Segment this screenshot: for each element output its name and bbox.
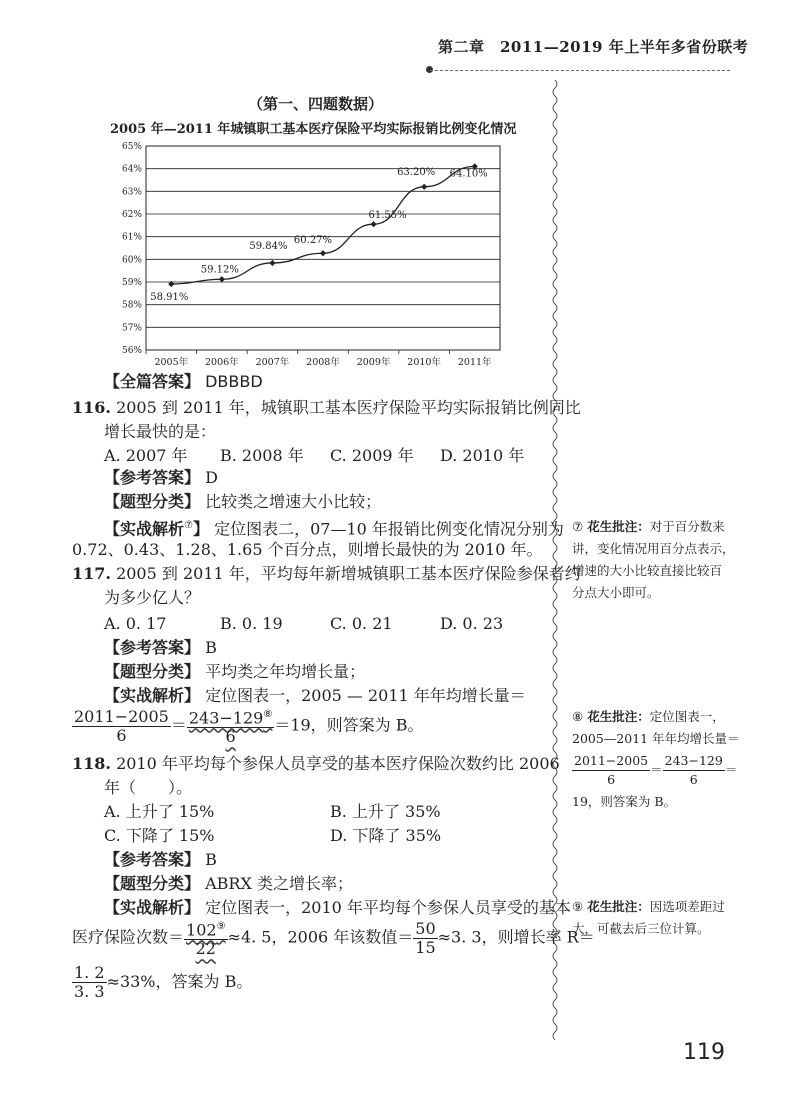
q116-stem-text1: 2005 到 2011 年，城镇职工基本医疗保险平均实际报销比例同比 [116,398,581,417]
q117-answer [104,636,217,660]
q118-answer [104,848,217,872]
full-answer-tag: 【全篇答案】 [104,372,201,391]
chart-point [219,276,225,282]
line-chart [110,140,510,375]
q118-analysis-line1 [104,896,571,920]
chart-data-label: 58.91% [150,292,189,304]
q116-option-c: C. 2009 年 [330,446,414,465]
q117-analysis-line1 [104,684,526,708]
q116-analysis-line2: 0.72、0.43、1.28、1.65 个百分点，则增长最快的为 2010 年。 [72,540,543,559]
note-ref-9: ⑨ [216,921,226,932]
q117-stem-line1 [72,562,581,586]
chart-point [370,221,376,227]
chart-y-tick-label: 59% [121,278,142,288]
chart-y-tick-label: 57% [121,323,142,334]
chart-y-tick-label: 61% [121,232,142,243]
chart-data-label: 59.84% [249,240,288,252]
q117-stem-line2: 为多少亿人？ [104,588,201,607]
q117-analysis-line2: $\frac{2011-2005}{6}$ ＝ $\frac{243-129^⑧}{6}$ ＝19，则答案为 B。 [74,706,424,747]
q118-analysis-line3: $\frac{1. 2}{3. 3}$ ≈33%，答案为 B。 [74,963,253,1001]
q116-analysis-tag-end: 】 [192,519,209,539]
q117-option-a: A. 0. 17 [104,614,167,633]
chart-frame [146,146,500,350]
chart-point [320,250,326,256]
chart-x-tick-label: 2011年 [457,357,492,368]
q116-type [104,490,381,514]
q117-stem-text1: 2005 到 2011 年，平均每年新增城镇职工基本医疗保险参保者约 [116,564,581,583]
q117-type-tag: 【题型分类】 [104,662,201,681]
chart-data-labels [150,167,488,303]
chart-x-tick-label: 2007年 [255,357,290,368]
chart-x-tick-label: 2008年 [306,357,340,368]
q118-type-value: ABRX 类之增长率； [205,874,353,893]
q116-answer-value: D [205,468,218,487]
chart-data-label: 64.10% [449,168,488,180]
q118-option-b: B. 上升了 35% [330,802,441,821]
q118-stem-text1: 2010 年平均每个参保人员享受的基本医疗保险次数约比 2006 [116,754,560,773]
q118-fraction-3: $\frac{1. 2}{3. 3}$ [74,963,105,1001]
chart-x-ticks [146,350,492,368]
chart-x-tick-label: 2006年 [205,357,239,368]
q117-type [104,660,365,684]
full-answer-value: DBBBD [205,372,263,391]
page-number: 119 [683,1040,725,1065]
chart-y-tick-label: 58% [121,300,142,311]
margin-note-7: ⑦ 花生批注：对于百分数来 讲，变化情况用百分点表示， 增速的大小比较直接比较百 分点大小即可。 [572,519,735,600]
q118-fraction-2: $\frac{50}{15}$ [415,918,436,957]
chart-y-tick-label: 64% [121,164,142,175]
chart-title: 2005 年—2011 年城镇职工基本医疗保险平均实际报销比例变化情况 [110,122,517,137]
q118-option-d: D. 下降了 35% [330,826,442,845]
note-ref-7: ⑦ [184,520,193,531]
chart-y-tick-label: 62% [121,210,142,220]
q117-number: 117. [72,564,111,583]
q118-stem-line1 [72,752,560,776]
q118-analysis-line2: 医疗保险次数＝ $\frac{102^⑨}{22}$ ≈4. 5，2006 年该数值＝ $\frac{50}{15}$ ≈3. 3，则增长率 R＝ [72,918,595,959]
q116-option-d: D. 2010 年 [440,446,525,465]
q117-fraction-2: $\frac{243-129^⑧}{6}$ [187,706,274,746]
q116-option-b: B. 2008 年 [220,446,304,465]
chart-y-tick-label: 65% [121,142,142,152]
q118-stem-line2: 年（ ）。 [104,778,193,797]
chart-y-ticks [122,142,142,356]
q116-stem-line2: 增长最快的是： [104,422,217,441]
q118-type-tag: 【题型分类】 [104,874,201,893]
q117-option-b: B. 0. 19 [220,614,283,633]
q116-analysis-tag: 【实战解析 [104,519,185,539]
q118-option-a: A. 上升了 15% [104,802,215,821]
chart-data-label: 60.27% [293,235,333,247]
q117-option-d: D. 0. 23 [440,614,504,633]
q118-analysis-tag: 【实战解析】 [104,898,201,917]
q118-option-c: C. 下降了 15% [104,826,215,845]
q117-option-c: C. 0. 21 [330,614,393,633]
chart-point [269,260,275,266]
q116-answer [104,466,218,490]
q116-answer-tag: 【参考答案】 [104,468,201,487]
chart-grid [146,146,500,350]
chart-data-label: 61.55% [368,210,407,222]
q118-answer-value: B [205,850,217,869]
page-header: 第二章 2011—2019 年上半年多省份联考 [438,38,749,56]
margin-note-8: ⑧ 花生批注：定位图表一， 2005—2011 年年均增长量＝ $\frac{2011-2005}{6}$ ＝ $\frac{243-129}{6}$ ＝ 19，则答案为 B。 [572,709,740,809]
chart-x-tick-label: 2009年 [356,357,391,368]
q117-analysis-text1: 定位图表一，2005 — 2011 年年均增长量＝ [205,686,526,705]
q117-analysis-tag: 【实战解析】 [104,686,201,705]
header-rule [430,70,730,71]
chart-x-tick-label: 2010年 [407,357,441,368]
q118-number: 118. [72,754,111,773]
q116-type-value: 比较类之增速大小比较； [205,492,382,511]
q117-fraction-1: $\frac{2011-2005}{6}$ [74,706,169,745]
q118-answer-tag: 【参考答案】 [104,850,201,869]
chart-y-tick-label: 63% [121,187,142,198]
chart-y-tick-label: 56% [121,346,142,356]
q117-type-value: 平均类之年均增长量； [205,662,366,681]
q116-analysis-text1: 定位图表二，07—10 年报销比例变化情况分别为 [214,519,564,539]
chart-point [421,184,427,190]
q116-number: 116. [72,398,111,417]
q118-fraction-1: $\frac{102^⑨}{22}$ [184,918,228,958]
margin-note-9: ⑨ 花生批注：因选项差距过 大，可截去后三位计算。 [572,899,725,936]
chart-caption: （第一、四题数据） [248,95,384,113]
chart-data-label: 59.12% [200,264,239,276]
q118-type [104,872,353,896]
q116-option-a: A. 2007 年 [104,446,188,465]
q116-type-tag: 【题型分类】 [104,492,201,511]
chart-data-label: 63.20% [397,166,436,178]
full-answer [104,370,263,394]
q117-answer-tag: 【参考答案】 [104,638,201,657]
q117-answer-value: B [205,638,217,657]
q117-analysis-tail: ＝19，则答案为 B。 [274,715,424,735]
q118-analysis-text1: 定位图表一，2010 年平均每个参保人员享受的基本 [205,898,571,917]
chart-y-tick-label: 60% [121,255,142,266]
chart-x-tick-label: 2005年 [154,357,189,368]
q116-stem-line1 [72,396,581,420]
note-ref-8: ⑧ [263,709,273,720]
